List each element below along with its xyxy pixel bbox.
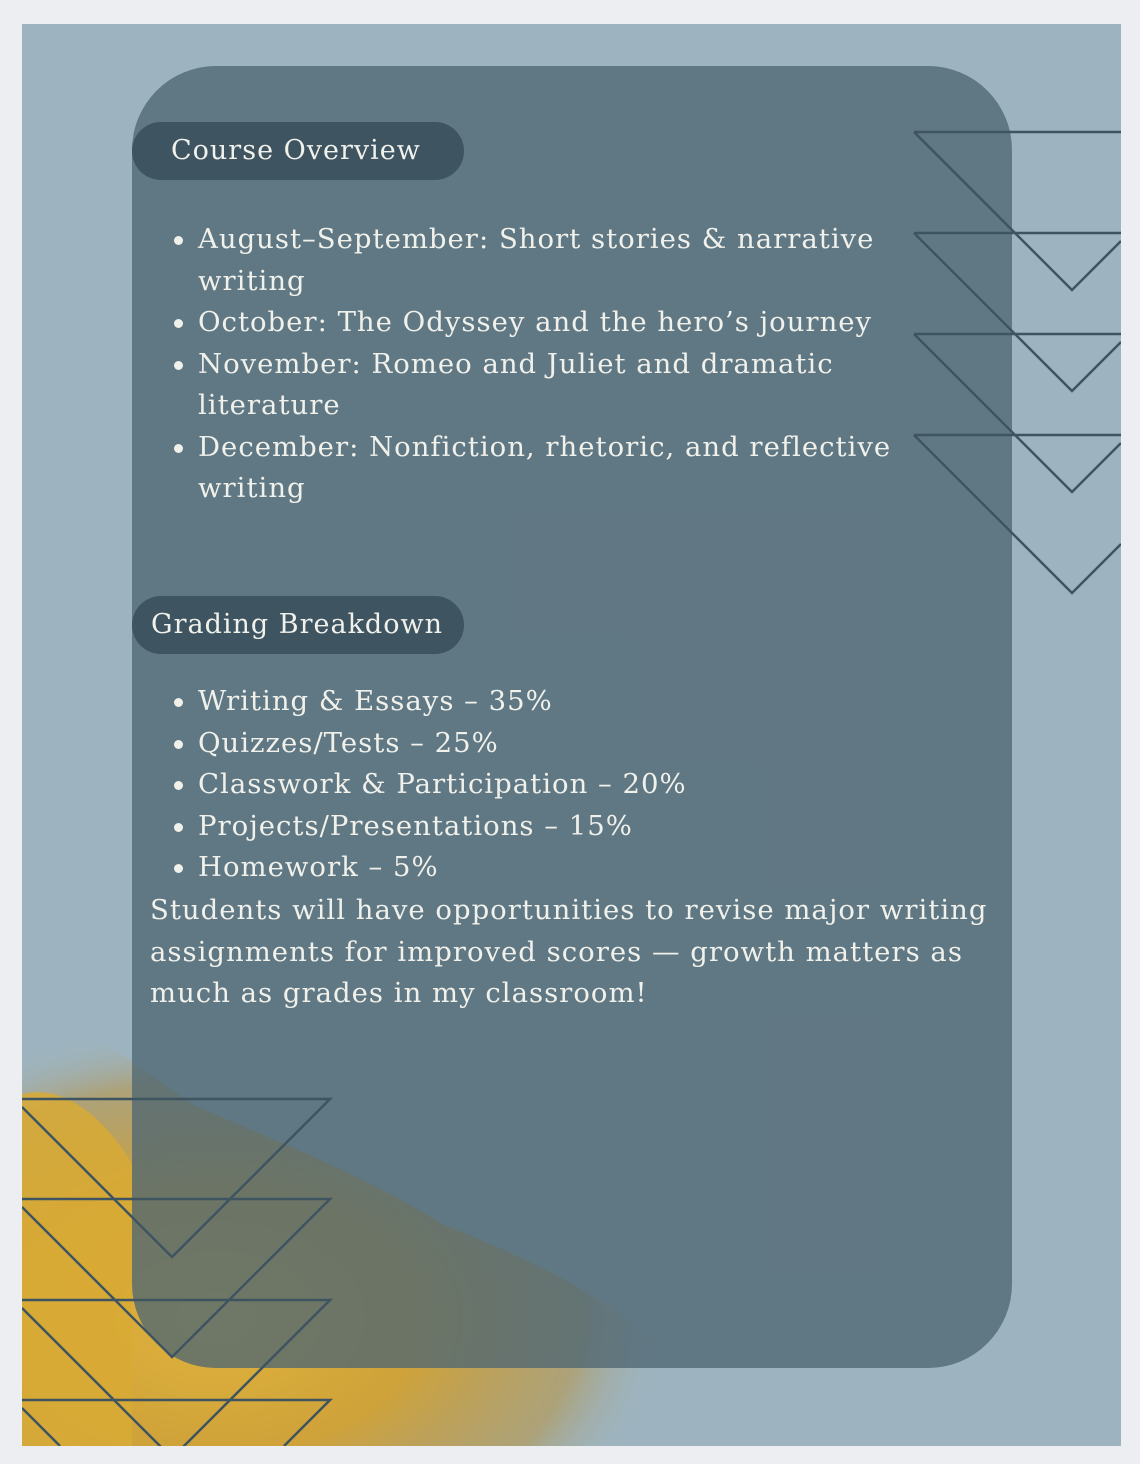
list-item: November: Romeo and Juliet and dramatic literature — [198, 344, 898, 427]
course-overview-heading: Course Overview — [132, 122, 464, 180]
bottom-left-chevrons — [22, 1099, 330, 1446]
top-right-chevrons — [914, 132, 1121, 593]
list-item: Homework – 5% — [198, 847, 898, 889]
list-item: Projects/Presentations – 15% — [198, 806, 898, 848]
list-item: August–September: Short stories & narrative writing — [198, 219, 898, 302]
grading-breakdown-list — [198, 681, 898, 889]
grading-note: Students will have opportunities to revise major writing assignments for improved scores — growth matters as much as grades in my classroom! — [150, 894, 988, 1009]
grading-breakdown-heading: Grading Breakdown — [132, 596, 464, 654]
list-item: Quizzes/Tests – 25% — [198, 723, 898, 765]
syllabus-page — [22, 24, 1121, 1446]
list-item: Writing & Essays – 35% — [198, 681, 898, 723]
course-overview-list — [198, 219, 898, 510]
list-item: Classwork & Participation – 20% — [198, 764, 898, 806]
list-item: October: The Odyssey and the hero’s journey — [198, 302, 898, 344]
list-item: December: Nonfiction, rhetoric, and reflective writing — [198, 427, 898, 510]
